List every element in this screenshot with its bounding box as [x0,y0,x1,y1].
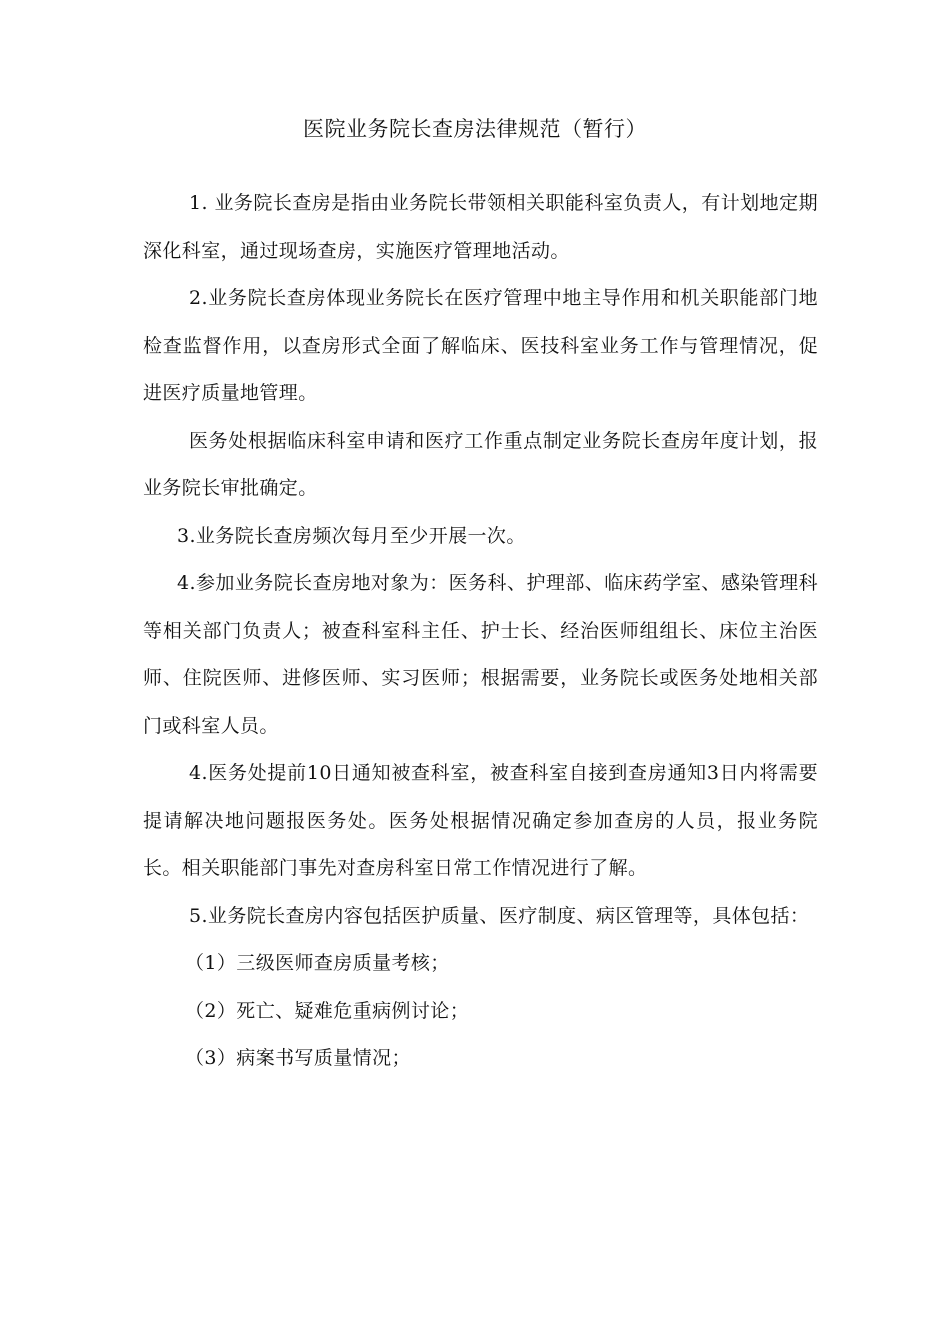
list-item-1: （1）三级医师查房质量考核； [185,952,450,974]
paragraph-5: 4.参加业务院长查房地对象为：医务科、护理部、临床药学室、感染管理科等相关部门负责人；被查科室科主任、护士长、经治医师组组长、床位主治医师、住院医师、进修医师、实习医师；根据需要，业务院长或医务处地相关部门或科室人员。 [143,572,818,737]
paragraph-3: 医务处根据临床科室申请和医疗工作重点制定业务院长查房年度计划，报业务院长审批确定。 [143,429,818,499]
document-title: 医院业务院长查房法律规范（暂行） [303,117,647,141]
list-item-3: （3）病案书写质量情况； [185,1047,411,1069]
paragraph-6: 4.医务处提前10日通知被查科室，被查科室自接到查房通知3日内将需要提请解决地问题报医务处。医务处根据情况确定参加查房的人员，报业务院长。相关职能部门事先对查房科室日常工作情况进行了解。 [143,762,818,879]
paragraph-7: 5.业务院长查房内容包括医护质量、医疗制度、病区管理等，具体包括： [189,904,810,927]
list-item-2: （2）死亡、疑难危重病例讨论； [185,999,470,1022]
document-body [143,180,818,1083]
paragraph-1: 1. 业务院长查房是指由业务院长带领相关职能科室负责人，有计划地定期深化科室，通过现场查房，实施医疗管理地活动。 [143,192,818,262]
paragraph-2: 2.业务院长查房体现业务院长在医疗管理中地主导作用和机关职能部门地检查监督作用，以查房形式全面了解临床、医技科室业务工作与管理情况，促进医疗质量地管理。 [143,287,818,404]
paragraph-4: 3.业务院长查房频次每月至少开展一次。 [177,524,526,547]
